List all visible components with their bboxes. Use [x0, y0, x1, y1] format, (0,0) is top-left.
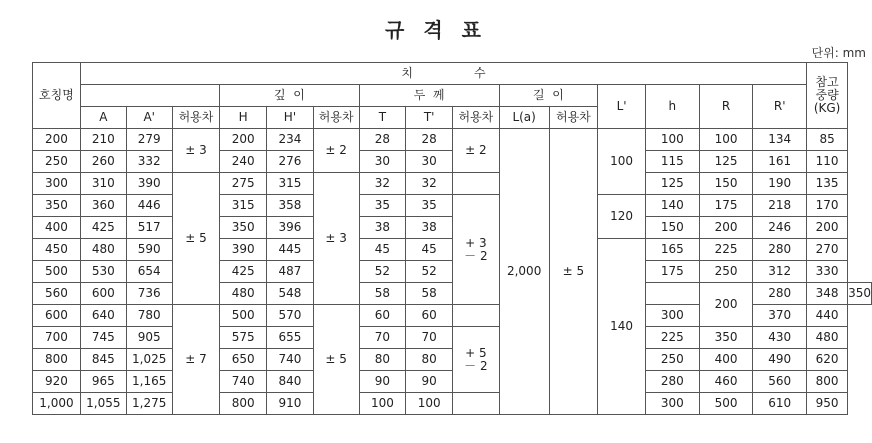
header-la: L(a)	[499, 107, 549, 129]
cell-t: 32	[359, 173, 406, 195]
cell-h: 200	[699, 283, 753, 327]
cell-nominal: 250	[33, 151, 81, 173]
cell-lprime: 120	[598, 195, 646, 239]
cell-lprime: 100	[598, 129, 646, 195]
header-tolerance: 허용차	[549, 107, 598, 129]
cell-nominal: 1,000	[33, 393, 81, 415]
cell-h: 150	[645, 217, 699, 239]
cell-nominal: 300	[33, 173, 81, 195]
cell-weight: 200	[807, 217, 848, 239]
cell-tprime: 80	[406, 349, 453, 371]
cell-hh: 315	[220, 195, 267, 217]
cell-rprime: 560	[753, 371, 807, 393]
cell-aprime: 332	[126, 151, 172, 173]
cell-tprime: 70	[406, 327, 453, 349]
header-tolerance: 허용차	[172, 107, 220, 129]
cell-weight: 110	[807, 151, 848, 173]
cell-a: 480	[80, 239, 126, 261]
cell-aprime: 390	[126, 173, 172, 195]
cell-t-tolerance: ± 2	[453, 129, 500, 173]
cell-a: 360	[80, 195, 126, 217]
cell-t-tolerance-empty	[453, 173, 500, 195]
cell-r: 400	[699, 349, 753, 371]
cell-hh: 275	[220, 173, 267, 195]
cell-h-tolerance: ± 3	[313, 173, 359, 305]
cell-t-tolerance: + 3 － 2	[453, 195, 500, 305]
cell-r: 460	[699, 371, 753, 393]
cell-nominal: 800	[33, 349, 81, 371]
table-row	[33, 129, 872, 151]
table-row	[33, 151, 872, 173]
cell-hprime: 570	[267, 305, 314, 327]
cell-a: 425	[80, 217, 126, 239]
cell-weight: 440	[807, 305, 848, 327]
cell-hh: 390	[220, 239, 267, 261]
cell-aprime: 736	[126, 283, 172, 305]
cell-hh: 575	[220, 327, 267, 349]
cell-h: 250	[645, 349, 699, 371]
cell-rprime: 490	[753, 349, 807, 371]
cell-rprime: 280	[753, 239, 807, 261]
cell-t-tolerance-empty	[453, 305, 500, 327]
cell-h: 140	[645, 195, 699, 217]
cell-hh: 200	[220, 129, 267, 151]
cell-t: 30	[359, 151, 406, 173]
cell-l-tolerance: ± 5	[549, 129, 598, 415]
cell-hprime: 234	[267, 129, 314, 151]
cell-r: 350	[699, 327, 753, 349]
cell-rprime: 134	[753, 129, 807, 151]
header-rprime: R'	[753, 85, 807, 129]
cell-t: 52	[359, 261, 406, 283]
cell-tprime: 100	[406, 393, 453, 415]
table-row	[33, 239, 872, 261]
cell-tprime: 58	[406, 283, 453, 305]
cell-a-tolerance: ± 5	[172, 173, 220, 305]
header-hprime: H'	[267, 107, 314, 129]
cell-weight: 330	[807, 261, 848, 283]
cell-a: 310	[80, 173, 126, 195]
cell-tprime: 35	[406, 195, 453, 217]
cell-weight: 135	[807, 173, 848, 195]
cell-t: 38	[359, 217, 406, 239]
cell-hh: 800	[220, 393, 267, 415]
cell-r: 250	[699, 261, 753, 283]
cell-aprime: 446	[126, 195, 172, 217]
cell-rprime: 610	[753, 393, 807, 415]
header-dimensions: 치 수	[80, 63, 806, 85]
header-depth: 깊 이	[220, 85, 359, 107]
cell-rprime: 190	[753, 173, 807, 195]
cell-hprime: 358	[267, 195, 314, 217]
cell-rprime: 348	[807, 283, 848, 305]
cell-a: 260	[80, 151, 126, 173]
cell-aprime: 780	[126, 305, 172, 327]
cell-r: 100	[699, 129, 753, 151]
cell-a-tolerance: ± 3	[172, 129, 220, 173]
cell-tprime: 60	[406, 305, 453, 327]
cell-weight: 85	[807, 129, 848, 151]
cell-tprime: 90	[406, 371, 453, 393]
cell-hprime: 315	[267, 173, 314, 195]
table-row	[33, 261, 872, 283]
header-blank-a	[80, 85, 219, 107]
header-hh: H	[220, 107, 267, 129]
cell-a-tolerance: ± 7	[172, 305, 220, 415]
cell-tprime: 52	[406, 261, 453, 283]
header-thickness: 두 께	[359, 85, 499, 107]
cell-r: 200	[699, 217, 753, 239]
cell-weight: 270	[807, 239, 848, 261]
cell-t: 58	[359, 283, 406, 305]
table-row	[33, 371, 872, 393]
cell-aprime: 279	[126, 129, 172, 151]
cell-hh: 740	[220, 371, 267, 393]
cell-tprime: 45	[406, 239, 453, 261]
cell-hh: 425	[220, 261, 267, 283]
cell-h: 125	[645, 173, 699, 195]
cell-hprime: 740	[267, 349, 314, 371]
header-a: A	[80, 107, 126, 129]
cell-tprime: 28	[406, 129, 453, 151]
cell-hh: 500	[220, 305, 267, 327]
cell-rprime: 312	[753, 261, 807, 283]
table-row	[33, 195, 872, 217]
cell-t: 100	[359, 393, 406, 415]
cell-a: 210	[80, 129, 126, 151]
cell-a: 1,055	[80, 393, 126, 415]
cell-nominal: 700	[33, 327, 81, 349]
cell-t: 45	[359, 239, 406, 261]
table-row	[33, 173, 872, 195]
cell-h: 115	[645, 151, 699, 173]
cell-a: 640	[80, 305, 126, 327]
cell-t: 90	[359, 371, 406, 393]
cell-weight: 170	[807, 195, 848, 217]
cell-tprime: 32	[406, 173, 453, 195]
table-row	[33, 217, 872, 239]
cell-h: 300	[645, 393, 699, 415]
cell-aprime: 590	[126, 239, 172, 261]
cell-nominal: 920	[33, 371, 81, 393]
header-lprime: L'	[598, 85, 646, 129]
cell-weight: 950	[807, 393, 848, 415]
cell-rprime: 370	[753, 305, 807, 327]
cell-nominal: 560	[33, 283, 81, 305]
cell-hprime: 840	[267, 371, 314, 393]
cell-t-tolerance: + 5 － 2	[453, 327, 500, 393]
cell-a: 745	[80, 327, 126, 349]
cell-r: 225	[699, 239, 753, 261]
cell-weight: 480	[807, 327, 848, 349]
header-tolerance: 허용차	[453, 107, 500, 129]
cell-aprime: 1,275	[126, 393, 172, 415]
cell-hh: 650	[220, 349, 267, 371]
cell-nominal: 200	[33, 129, 81, 151]
cell-tprime: 38	[406, 217, 453, 239]
cell-r: 150	[699, 173, 753, 195]
cell-hprime: 396	[267, 217, 314, 239]
cell-weight: 350	[848, 283, 872, 305]
cell-r: 280	[753, 283, 807, 305]
cell-r: 175	[699, 195, 753, 217]
cell-h: 165	[645, 239, 699, 261]
cell-rprime: 218	[753, 195, 807, 217]
table-row	[33, 393, 872, 415]
cell-t: 35	[359, 195, 406, 217]
cell-hh: 480	[220, 283, 267, 305]
header-aprime: A'	[126, 107, 172, 129]
cell-nominal: 350	[33, 195, 81, 217]
cell-aprime: 1,165	[126, 371, 172, 393]
cell-h: 175	[645, 261, 699, 283]
spec-table	[32, 62, 872, 415]
cell-hprime: 276	[267, 151, 314, 173]
cell-lprime: 140	[598, 239, 646, 415]
header-ref-weight: 참고 중량 (KG)	[807, 63, 848, 129]
cell-hprime: 910	[267, 393, 314, 415]
cell-h-tolerance: ± 2	[313, 129, 359, 173]
cell-rprime: 430	[753, 327, 807, 349]
cell-aprime: 654	[126, 261, 172, 283]
header-tolerance: 허용차	[313, 107, 359, 129]
cell-hprime: 487	[267, 261, 314, 283]
table-row	[33, 327, 872, 349]
cell-hh: 350	[220, 217, 267, 239]
cell-aprime: 905	[126, 327, 172, 349]
cell-t: 70	[359, 327, 406, 349]
cell-a: 845	[80, 349, 126, 371]
cell-aprime: 517	[126, 217, 172, 239]
cell-weight: 620	[807, 349, 848, 371]
cell-h: 100	[645, 129, 699, 151]
header-t: T	[359, 107, 406, 129]
cell-t: 28	[359, 129, 406, 151]
cell-t: 80	[359, 349, 406, 371]
cell-nominal: 450	[33, 239, 81, 261]
page-title: 규 격 표	[385, 18, 487, 42]
cell-hh: 240	[220, 151, 267, 173]
cell-nominal: 600	[33, 305, 81, 327]
cell-t-tolerance-empty	[645, 283, 699, 305]
table-row	[33, 283, 872, 305]
cell-nominal: 400	[33, 217, 81, 239]
header-h: h	[645, 85, 699, 129]
header-tprime: T'	[406, 107, 453, 129]
cell-length: 2,000	[499, 129, 549, 415]
cell-t-tolerance-empty	[453, 393, 500, 415]
cell-rprime: 161	[753, 151, 807, 173]
cell-r: 300	[645, 305, 699, 327]
cell-rprime: 246	[753, 217, 807, 239]
header-r: R	[699, 85, 753, 129]
cell-r: 500	[699, 393, 753, 415]
header-length: 길 이	[499, 85, 598, 107]
cell-h: 225	[645, 327, 699, 349]
cell-weight: 800	[807, 371, 848, 393]
cell-hprime: 445	[267, 239, 314, 261]
cell-aprime: 1,025	[126, 349, 172, 371]
cell-r: 125	[699, 151, 753, 173]
cell-a: 530	[80, 261, 126, 283]
cell-tprime: 30	[406, 151, 453, 173]
cell-nominal: 500	[33, 261, 81, 283]
header-nominal: 호칭명	[33, 63, 81, 129]
cell-a: 600	[80, 283, 126, 305]
cell-h: 280	[645, 371, 699, 393]
table-row	[33, 349, 872, 371]
cell-t: 60	[359, 305, 406, 327]
cell-hprime: 655	[267, 327, 314, 349]
cell-hprime: 548	[267, 283, 314, 305]
unit-label: 단위: mm	[811, 46, 866, 60]
cell-a: 965	[80, 371, 126, 393]
cell-h-tolerance: ± 5	[313, 305, 359, 415]
